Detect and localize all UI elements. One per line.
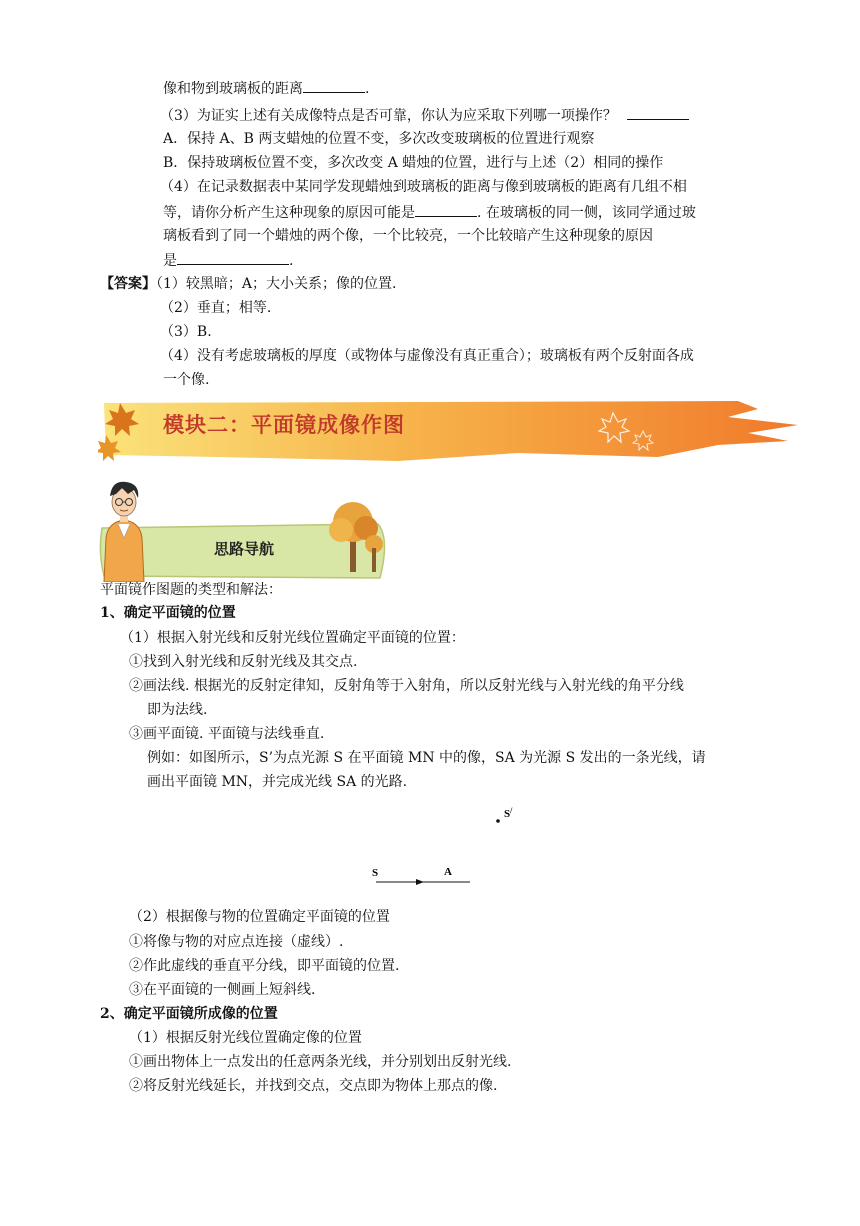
text-line: （4）在记录数据表中某同学发现蜡烛到玻璃板的距离与像到玻璃板的距离有几组不相: [160, 179, 687, 195]
guide-label: 思路导航: [214, 540, 275, 558]
answer-line: 一个像.: [163, 372, 210, 388]
text-line: ①找到入射光线和反射光线及其交点.: [129, 654, 358, 670]
text: （1）较黑暗；A；大小关系；像的位置.: [156, 276, 397, 292]
text-line: [160, 105, 689, 126]
text-line: 例如：如图所示，S’为点光源 S 在平面镜 MN 中的像，SA 为光源 S 发出的一条光线，请: [147, 750, 706, 766]
text-line: ②画法线. 根据光的反射定律知，反射角等于入射角，所以反射光线与入射光线的角平分线: [129, 678, 684, 694]
answer-blank: [177, 250, 289, 265]
text-line: [163, 250, 293, 271]
text-line: （2）根据像与物的位置确定平面镜的位置: [129, 909, 390, 925]
answer-blank: [627, 105, 689, 120]
answer-line: （3）B.: [160, 324, 212, 340]
text-line: [163, 78, 369, 99]
guide-badge: [98, 478, 398, 582]
text-line: A．保持 A、B 两支蜡烛的位置不变，多次改变玻璃板的位置进行观察: [163, 131, 595, 147]
arrow-icon: [416, 879, 424, 885]
text-line: [163, 202, 696, 223]
light-ray-diagram: [360, 795, 520, 895]
answer-line: （4）没有考虑玻璃板的厚度（或物体与虚像没有真正重合）；玻璃板有两个反射面各成: [160, 348, 694, 364]
text: （3）为证实上述有关成像特点是否可靠，你认为应采取下列哪一项操作？: [160, 108, 617, 124]
answer-line: [100, 274, 396, 294]
section-heading: 2、确定平面镜所成像的位置: [100, 1006, 278, 1022]
text-line: 璃板看到了同一个蜡烛的两个像，一个比较亮，一个比较暗产生这种现象的原因: [163, 228, 653, 244]
text-line: （1）根据反射光线位置确定像的位置: [129, 1030, 362, 1046]
text: 像和物到玻璃板的距离: [163, 81, 303, 97]
image-point: [496, 819, 500, 823]
text-line: ③在平面镜的一侧画上短斜线.: [129, 982, 316, 998]
text-line: 画出平面镜 MN，并完成光线 SA 的光路.: [147, 774, 408, 790]
text: . 在玻璃板的同一侧，该同学通过玻: [477, 205, 696, 221]
text: 是: [163, 253, 177, 269]
s-label: S: [372, 867, 379, 879]
text-line: B．保持玻璃板位置不变，多次改变 A 蜡烛的位置，进行与上述（2）相同的操作: [163, 155, 664, 171]
text-line: ②将反射光线延长，并找到交点，交点即为物体上那点的像.: [129, 1078, 498, 1094]
answer-blank: [303, 78, 365, 93]
text-line: ①画出物体上一点发出的任意两条光线，并分别划出反射光线.: [129, 1054, 512, 1070]
answer-line: （2）垂直；相等.: [160, 300, 272, 316]
text-line: ①将像与物的对应点连接（虚线）.: [129, 934, 344, 950]
module-title: 模块二：平面镜成像作图: [163, 413, 405, 437]
answer-blank: [415, 202, 477, 217]
text: .: [365, 81, 370, 97]
text: .: [289, 253, 294, 269]
text-line: 平面镜作图题的类型和解法：: [100, 582, 282, 598]
student-avatar-icon: [104, 482, 144, 582]
section-heading: 1、确定平面镜的位置: [100, 605, 236, 621]
answer-label: 【答案】: [100, 276, 156, 292]
text: 等，请你分析产生这种现象的原因可能是: [163, 205, 415, 221]
text-line: ②作此虚线的垂直平分线，即平面镜的位置.: [129, 958, 400, 974]
text-line: ③画平面镜. 平面镜与法线垂直.: [129, 726, 325, 742]
text-line: （1）根据入射光线和反射光线位置确定平面镜的位置：: [120, 630, 465, 646]
s-prime-label: S/: [504, 806, 513, 820]
a-label: A: [444, 866, 452, 878]
text-line: 即为法线.: [147, 702, 208, 718]
